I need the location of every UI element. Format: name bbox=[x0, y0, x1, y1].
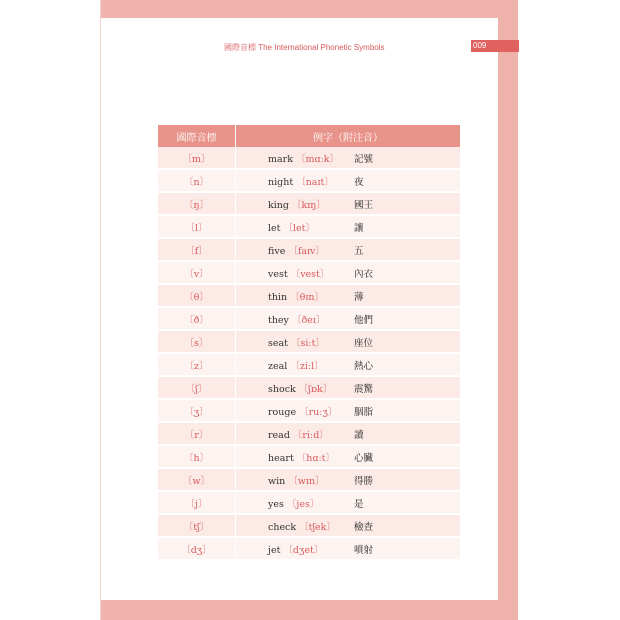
example-word: read bbox=[268, 429, 290, 441]
example-cell bbox=[236, 491, 461, 514]
example-word-group bbox=[268, 519, 336, 533]
page-number: 009 bbox=[473, 41, 487, 50]
table-row bbox=[158, 330, 460, 353]
example-chinese-meaning: 國王 bbox=[354, 199, 374, 211]
example-word: rouge bbox=[268, 406, 297, 418]
example-pronunciation: 〔dʒet〕 bbox=[283, 544, 324, 556]
example-word: heart bbox=[268, 452, 294, 464]
example-word: win bbox=[268, 475, 286, 487]
example-word: king bbox=[268, 199, 289, 211]
example-pronunciation: 〔faɪv〕 bbox=[288, 245, 325, 257]
example-word: they bbox=[268, 314, 289, 326]
example-word-group bbox=[268, 289, 324, 303]
example-word-group bbox=[268, 427, 329, 441]
table-row bbox=[158, 353, 460, 376]
example-cell bbox=[236, 514, 461, 537]
example-word-group bbox=[268, 174, 334, 188]
example-word: thin bbox=[268, 291, 288, 303]
example-word-group bbox=[268, 381, 332, 395]
table-row bbox=[158, 192, 460, 215]
example-chinese-meaning: 薄 bbox=[354, 291, 364, 303]
example-word-group bbox=[268, 151, 339, 165]
example-word: vest bbox=[268, 268, 288, 280]
example-cell bbox=[236, 307, 461, 330]
ipa-symbol: 〔h〕 bbox=[158, 445, 236, 468]
example-word-group bbox=[268, 335, 325, 349]
table-row bbox=[158, 238, 460, 261]
table-row bbox=[158, 147, 460, 169]
ipa-symbol: 〔l〕 bbox=[158, 215, 236, 238]
example-word-group bbox=[268, 404, 337, 418]
example-word-group bbox=[268, 243, 325, 257]
table-body bbox=[158, 147, 460, 560]
ipa-symbol: 〔z〕 bbox=[158, 353, 236, 376]
example-pronunciation: 〔vest〕 bbox=[290, 268, 330, 280]
table-row bbox=[158, 422, 460, 445]
example-chinese-meaning: 讀 bbox=[354, 429, 364, 441]
example-chinese-meaning: 座位 bbox=[354, 337, 374, 349]
example-chinese-meaning: 記號 bbox=[354, 153, 374, 165]
page-edge-right bbox=[498, 0, 518, 620]
example-cell bbox=[236, 376, 461, 399]
example-cell bbox=[236, 330, 461, 353]
ipa-symbol: 〔m〕 bbox=[158, 147, 236, 169]
example-cell bbox=[236, 468, 461, 491]
example-pronunciation: 〔ziːl〕 bbox=[290, 360, 324, 372]
ipa-symbol: 〔w〕 bbox=[158, 468, 236, 491]
example-chinese-meaning: 內衣 bbox=[354, 268, 374, 280]
example-word: jet bbox=[268, 544, 281, 556]
table-row bbox=[158, 215, 460, 238]
table-row bbox=[158, 169, 460, 192]
example-chinese-meaning: 熱心 bbox=[354, 360, 374, 372]
example-chinese-meaning: 胭脂 bbox=[354, 406, 374, 418]
ipa-symbol: 〔ʃ〕 bbox=[158, 376, 236, 399]
example-word: yes bbox=[268, 498, 284, 510]
example-pronunciation: 〔naɪt〕 bbox=[296, 176, 334, 188]
ipa-symbol: 〔v〕 bbox=[158, 261, 236, 284]
page-edge-top bbox=[100, 0, 518, 18]
example-cell bbox=[236, 238, 461, 261]
example-word: five bbox=[268, 245, 286, 257]
running-header-title: 國際音標 The International Phonetic Symbols bbox=[224, 43, 385, 52]
example-word: mark bbox=[268, 153, 293, 165]
example-pronunciation: 〔ʃɒk〕 bbox=[298, 383, 333, 395]
table-row bbox=[158, 468, 460, 491]
table-row bbox=[158, 491, 460, 514]
example-word-group bbox=[268, 542, 323, 556]
example-pronunciation: 〔wɪn〕 bbox=[288, 475, 325, 487]
table-row bbox=[158, 399, 460, 422]
example-chinese-meaning: 得勝 bbox=[354, 475, 374, 487]
ipa-symbol: 〔ʒ〕 bbox=[158, 399, 236, 422]
example-word-group bbox=[268, 197, 326, 211]
example-pronunciation: 〔riːd〕 bbox=[292, 429, 329, 441]
table-row bbox=[158, 307, 460, 330]
table-row bbox=[158, 376, 460, 399]
example-chinese-meaning: 夜 bbox=[354, 176, 364, 188]
ipa-symbol: 〔s〕 bbox=[158, 330, 236, 353]
example-chinese-meaning: 他們 bbox=[354, 314, 374, 326]
example-pronunciation: 〔θɪn〕 bbox=[290, 291, 324, 303]
example-pronunciation: 〔mɑːk〕 bbox=[295, 153, 340, 165]
example-cell bbox=[236, 399, 461, 422]
page-edge-bottom bbox=[100, 600, 518, 620]
ipa-symbol: 〔ð〕 bbox=[158, 307, 236, 330]
example-cell bbox=[236, 284, 461, 307]
example-word: check bbox=[268, 521, 297, 533]
header-symbol: 國際音標 bbox=[158, 125, 236, 147]
example-pronunciation: 〔ruːʒ〕 bbox=[299, 406, 338, 418]
example-pronunciation: 〔ðeɪ〕 bbox=[291, 314, 326, 326]
example-chinese-meaning: 讓 bbox=[354, 222, 364, 234]
example-pronunciation: 〔siːt〕 bbox=[290, 337, 325, 349]
header-example: 例字（附注音） bbox=[236, 125, 461, 147]
example-word: let bbox=[268, 222, 281, 234]
example-cell bbox=[236, 215, 461, 238]
example-pronunciation: 〔kɪŋ〕 bbox=[292, 199, 326, 211]
example-pronunciation: 〔tʃek〕 bbox=[299, 521, 336, 533]
ipa-symbol: 〔n〕 bbox=[158, 169, 236, 192]
example-cell bbox=[236, 537, 461, 560]
example-chinese-meaning: 震驚 bbox=[354, 383, 374, 395]
example-word: seat bbox=[268, 337, 288, 349]
example-cell bbox=[236, 261, 461, 284]
ipa-symbol: 〔j〕 bbox=[158, 491, 236, 514]
example-word-group bbox=[268, 450, 335, 464]
phonetic-symbols-table bbox=[158, 125, 460, 561]
table-row bbox=[158, 514, 460, 537]
example-cell bbox=[236, 192, 461, 215]
example-word-group bbox=[268, 358, 324, 372]
example-word: shock bbox=[268, 383, 296, 395]
ipa-symbol: 〔ŋ〕 bbox=[158, 192, 236, 215]
example-chinese-meaning: 五 bbox=[354, 245, 364, 257]
example-chinese-meaning: 檢查 bbox=[354, 521, 374, 533]
table-header-row bbox=[158, 125, 460, 147]
example-cell bbox=[236, 445, 461, 468]
example-word: zeal bbox=[268, 360, 288, 372]
example-pronunciation: 〔jes〕 bbox=[286, 498, 320, 510]
ipa-symbol: 〔tʃ〕 bbox=[158, 514, 236, 537]
table-row bbox=[158, 537, 460, 560]
example-word-group bbox=[268, 473, 325, 487]
ipa-symbol: 〔θ〕 bbox=[158, 284, 236, 307]
example-chinese-meaning: 心臟 bbox=[354, 452, 374, 464]
ipa-symbol: 〔r〕 bbox=[158, 422, 236, 445]
example-chinese-meaning: 是 bbox=[354, 498, 364, 510]
example-word: night bbox=[268, 176, 294, 188]
table-row bbox=[158, 261, 460, 284]
example-pronunciation: 〔let〕 bbox=[283, 222, 315, 234]
example-word-group bbox=[268, 266, 329, 280]
example-cell bbox=[236, 169, 461, 192]
table-row bbox=[158, 284, 460, 307]
example-word-group bbox=[268, 312, 325, 326]
table-row bbox=[158, 445, 460, 468]
example-chinese-meaning: 噴射 bbox=[354, 544, 374, 556]
example-cell bbox=[236, 353, 461, 376]
example-cell bbox=[236, 147, 461, 169]
ipa-symbol: 〔dʒ〕 bbox=[158, 537, 236, 560]
ipa-symbol: 〔f〕 bbox=[158, 238, 236, 261]
example-word-group bbox=[268, 220, 315, 234]
example-pronunciation: 〔hɑːt〕 bbox=[296, 452, 335, 464]
example-cell bbox=[236, 422, 461, 445]
example-word-group bbox=[268, 496, 319, 510]
